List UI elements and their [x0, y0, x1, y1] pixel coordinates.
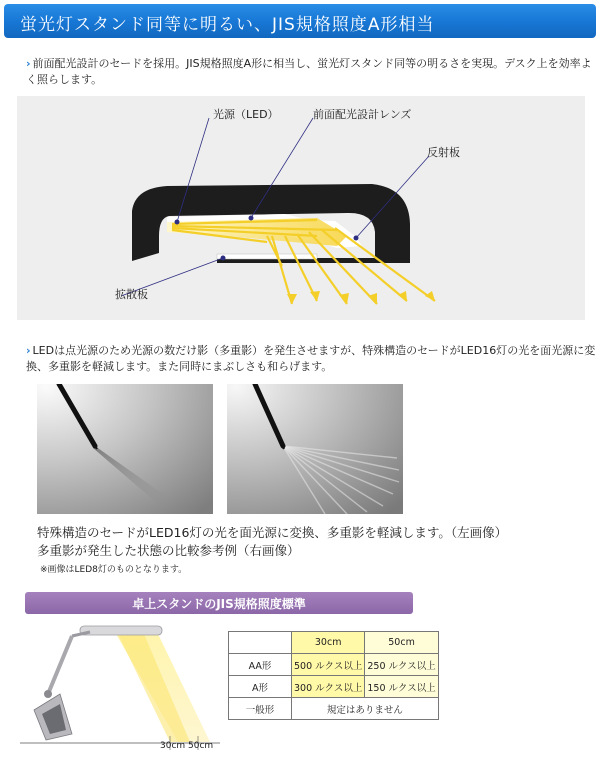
- lamp-head-cross-section: [17, 96, 585, 320]
- intro-text: 前面配光設計のセードを採用。JIS規格照度A形に相当し、蛍光灯スタンド同等の明るさを実現。デスク上を効率よく照らします。: [26, 57, 592, 86]
- column-header-30cm: 30cm: [292, 632, 365, 654]
- shadow-paragraph: [26, 343, 596, 375]
- table-row: [229, 654, 439, 676]
- distance-50cm-label: 50cm: [188, 741, 214, 751]
- jis-illuminance-table: [228, 631, 439, 720]
- section-title: 蛍光灯スタンド同等に明るい、JIS規格照度A形相当: [20, 15, 435, 35]
- intro-paragraph: [26, 56, 592, 88]
- cell-general-merged: 規定はありません: [292, 698, 439, 720]
- table-corner-cell: [229, 632, 292, 654]
- row-label-general: 一般形: [229, 698, 292, 720]
- cell-aa-50: 250 ルクス以上: [365, 654, 438, 676]
- section-header: [4, 4, 596, 38]
- pen-on-paper-image: [37, 384, 213, 514]
- table-row: [229, 698, 439, 720]
- standard-title-band: [25, 592, 413, 614]
- distance-30cm-label: 30cm: [160, 741, 186, 751]
- lamp-head-diagram: [17, 96, 585, 320]
- cell-aa-30: 500 ルクス以上: [292, 654, 365, 676]
- photo-reduced-shadow: [37, 384, 213, 514]
- label-light-source: 光源（LED）: [213, 108, 279, 121]
- pen-multi-shadow-image: [227, 384, 403, 514]
- caption-left-image: 特殊構造のセードがLED16灯の光を面光源に変換、多重影を軽減します。（左画像）: [37, 525, 508, 540]
- column-header-50cm: 50cm: [365, 632, 438, 654]
- label-reflector: 反射板: [427, 146, 460, 159]
- standard-title: 卓上スタンドのJIS規格照度標準: [132, 597, 306, 611]
- table-header-row: [229, 632, 439, 654]
- cell-a-50: 150 ルクス以上: [365, 676, 438, 698]
- chevron-right-icon: ›: [26, 344, 31, 357]
- table-row: [229, 676, 439, 698]
- shadow-text: LEDは点光源のため光源の数だけ影（多重影）を発生させますが、特殊構造のセードがLED16灯の光を面光源に変換、多重影を軽減します。また同時にまぶしさも和らげます。: [26, 344, 596, 373]
- label-lens: 前面配光設計レンズ: [313, 108, 412, 121]
- chevron-right-icon: ›: [26, 57, 31, 70]
- ray-arrowheads: [287, 291, 435, 304]
- row-label-aa: AA形: [229, 654, 292, 676]
- label-diffuser: 拡散板: [115, 288, 148, 301]
- diffuser-panel: [217, 254, 317, 259]
- photo-multiple-shadows: [227, 384, 403, 514]
- lamp-head: [80, 626, 162, 635]
- caption-right-image: 多重影が発生した状態の比較参考例（右画像）: [37, 543, 300, 558]
- image-note: ※画像はLED8灯のものとなります。: [40, 565, 188, 575]
- cell-a-30: 300 ルクス以上: [292, 676, 365, 698]
- row-label-a: A形: [229, 676, 292, 698]
